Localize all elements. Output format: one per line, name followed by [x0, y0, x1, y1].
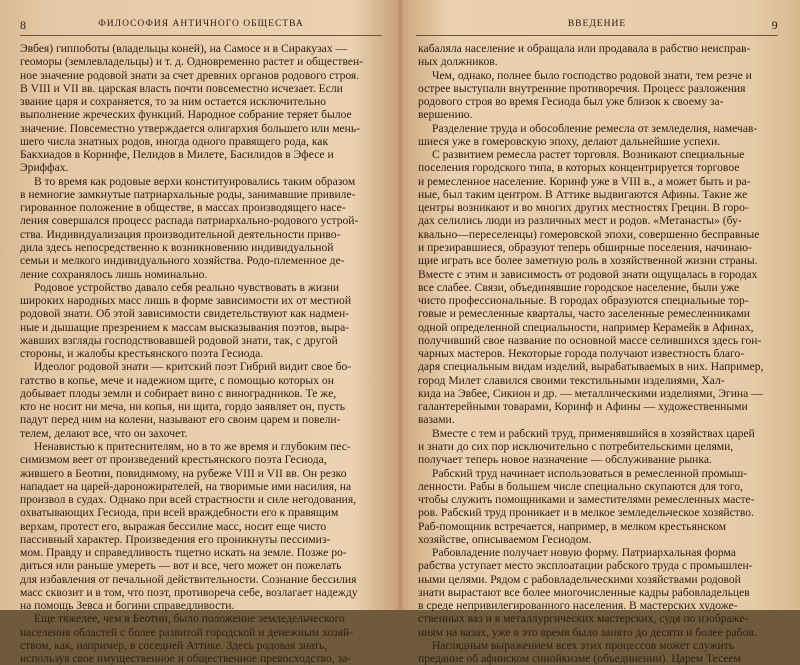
text-line: галантерейными товарами, Коринф и Афины — художественными: [418, 400, 748, 414]
text-line: мом. Правду и справедливость тщетно искать на земле. Позже ро-: [20, 546, 347, 560]
text-line: жавших взгляды господствовавшей родовой знати, так, с другой: [20, 333, 338, 347]
text-line: говые и ремесленные кварталы, часто заселенные ремесленниками: [418, 307, 750, 321]
text-line: ниям на вазах, уже в это время было занято до десяти и более рабов.: [418, 625, 757, 639]
text-line: Вместе с тем и рабский труд, применявшийся в хозяйствах царей: [432, 426, 755, 440]
text-line: получает теперь новое назначение — обслуживание рынка.: [418, 453, 712, 467]
text-line: кида на Эвбее, Сикион и др. — металлическими изделиями, Эгина —: [418, 386, 763, 400]
text-line: в среде непривилегированного населения. В мастерских художе-: [418, 599, 738, 613]
text-line: добывает плоды земли и собирает вино с виноградников. Те же,: [20, 386, 337, 400]
text-line: звание царя и сохраняется, то за ним остается исключительно: [20, 95, 327, 109]
page-number: 9: [771, 18, 778, 32]
text-line: поселения городского типа, в которых концентрируется торговое: [418, 161, 740, 175]
text-line: ное значение родовой знати за счет древних органов родового строя.: [20, 68, 360, 82]
text-line: вазами.: [418, 413, 455, 427]
text-line: ные и дышащие презрением к массам высказывания поэтов, выра-: [20, 320, 350, 334]
text-line: ров. Рабский труд проникает и в мелкое земледельческое хозяйство.: [418, 506, 754, 520]
text-line: кто не носит ни меча, ни копья, ни щита, гордо заявляет он, пусть: [20, 400, 345, 414]
text-line: стороны, и жалобы крестьянского поэта Гесиода.: [20, 347, 264, 361]
text-line: ных должников.: [418, 55, 498, 69]
text-line: центры возникают и во многих других местностях Греции. В горо-: [418, 201, 749, 215]
text-line: и знати до сих пор исключительно с потребительскими целями,: [418, 439, 734, 453]
text-line: и ремесленное население. Коринф уже в VIII в., а может быть и ра-: [418, 174, 751, 188]
text-line: дах селились люди из различных мест и родов. «Метанасты» (бу-: [418, 214, 742, 228]
running-head: [20, 18, 382, 32]
text-line: вершению.: [418, 108, 473, 122]
text-line: Рабский труд начинает использоваться в ремесленной промыш-: [432, 466, 748, 480]
text-line: Родовое устройство давало себя реально чувствовать в жизни: [34, 280, 340, 294]
text-line: геоморы (землевладельцы) и т. д. Одновременно растет и обществен-: [20, 55, 364, 69]
text-line: ленности. Рабы в большем числе специально скупаются для того,: [418, 479, 743, 493]
text-line: шего числа знатных родов, иногда одного правящего рода, как: [20, 134, 329, 148]
text-line: пассивный характер. Произведения его проникнуты пессимиз-: [20, 532, 331, 546]
text-line: Бакхиадов в Коринфе, Пелидов в Милете, Басилидов в Эфесе и: [20, 148, 334, 162]
text-line: масс сквозит и в том, что поэт, противореча себе, возлагает надежду: [20, 585, 358, 599]
text-line: Рабовладение получает новую форму. Патриархальная форма: [432, 546, 736, 560]
text-line: семьи и мелкого индивидуального хозяйства. Родо-племенное де-: [20, 254, 345, 268]
text-line: Эриффах.: [20, 161, 69, 175]
text-line: Наглядным выражением всех этих процессов может служить: [432, 638, 735, 652]
text-line: ление сохранялось лишь номинально.: [20, 267, 208, 281]
text-line: на помощь Зевса и богини справедливости.: [20, 599, 235, 613]
text-line: чтобы служить помощниками и заместителями ремесленных масте-: [418, 493, 755, 507]
text-line: симизмом веет от произведений крестьянского поэта Гесиода,: [20, 453, 327, 467]
text-line: острее выступали внутренние противоречия. Процесс разложения: [418, 81, 746, 95]
text-line: Чем, однако, полнее было господство родовой знати, тем резче и: [432, 68, 752, 82]
page-number: 8: [20, 18, 27, 32]
text-line: ством, как, например, в соседней Аттике. Здесь родовая знать,: [20, 638, 328, 652]
text-line: одной определенной специальности, например Керамейк в Афинах,: [418, 320, 754, 334]
text-line: С развитием ремесла растет торговля. Возникают специальные: [432, 148, 745, 162]
text-line: ственных ваз и в металлургических мастерских, судя по изображе-: [418, 612, 749, 626]
text-line: щие играть все более заметную роль в хозяйственной жизни страны.: [418, 254, 758, 268]
text-line: Раб-помощник встречается, например, в мелком крестьянском: [418, 519, 727, 533]
text-line: телем, делают все, что он захочет.: [20, 426, 188, 440]
text-line: чарных мастеров. Некоторые города получают известность благо-: [418, 347, 745, 361]
text-line: В VIII и VII вв. царская власть почти повсеместно исчезает. Если: [20, 81, 343, 95]
right-page: [402, 0, 800, 665]
text-line: Еще тяжелее, чем в Беотии, было положение земледельческого: [34, 612, 345, 626]
text-line: выполнение жреческих функций. Народное собрание теряет былое: [20, 108, 352, 122]
text-line: Идеолог родовой знати — критский поэт Гибрий видит свое бо-: [34, 360, 352, 374]
header-rule: [20, 35, 382, 36]
text-line: рабства уступает место эксплоатации рабского труда с промышлен-: [418, 559, 753, 573]
text-line: значение. Повсеместно утверждается олигархия большего или мень-: [20, 121, 361, 135]
text-line: верхам, протест его, выражая бессилие масс, носит еще чисто: [20, 519, 327, 533]
text-line: гированное положение в обществе, в массах производящего насе-: [20, 201, 346, 215]
text-line: диться или раньше умереть — вот и все, чего может он пожелать: [20, 559, 342, 573]
text-line: жившего в Беотии, повидимому, на рубеже VIII и VII вв. Он резко: [20, 466, 347, 480]
text-line: падут перед ним на колени, называют его своим царем и повели-: [20, 413, 341, 427]
text-line: Эвбея) гиппоботы (владельцы коней), на Самосе и в Сиракузах —: [20, 42, 348, 55]
text-line: населения областей с более развитой городской и денежным хозяй-: [20, 625, 354, 639]
text-line: квально—переселенцы) гомеровской эпохи, совершенно бесправные: [418, 227, 760, 241]
text-line: предание об афинском синойкизме (объединении). Царем Тесеем: [418, 652, 742, 665]
text-line: все слабее. Связи, объединявшие городское население, были уже: [418, 280, 740, 294]
text-line: получивший свое название по основной массе селившихся здесь гон-: [418, 333, 762, 347]
page-text: [418, 42, 778, 665]
text-line: чисто профессиональные. В городах образуются специальные тор-: [418, 294, 749, 308]
running-title: ВВЕДЕНИЕ: [567, 19, 627, 29]
text-line: ления совершался процесс распада патриархально-родового устрой-: [20, 214, 359, 228]
page-text: [20, 42, 382, 665]
text-line: родовой знати. Об этой зависимости свидетельствуют как надмен-: [20, 307, 350, 321]
header-rule: [416, 35, 778, 36]
text-line: в немногие замкнутые патриархальные роды, занимавшие привиле-: [20, 187, 356, 201]
text-line: шиеся уже в гомеровскую эпоху, делают дальнейшие успехи.: [418, 134, 721, 148]
text-line: для избавления от печальной действительности. Сознание бессилия: [20, 572, 357, 586]
text-line: произвол в судах. Однако при всей страстности и силе негодования,: [20, 493, 357, 507]
text-line: родового строя во время Гесиода был уже близок к своему за-: [418, 95, 724, 109]
text-line: кабаляла население и обращала или продавала в рабство неисправ-: [418, 42, 751, 55]
text-line: охватывающих Гесиода, при всей враждебности его к правящим: [20, 506, 339, 520]
text-line: используя свое имущественное и общественное превосходство, за-: [20, 652, 352, 665]
text-line: Ненавистью к притеснителям, но в то же время и глубоким пес-: [34, 439, 351, 453]
text-line: нападает на царей-дароножирателей, на творимые ими насилия, на: [20, 479, 352, 493]
text-line: и презиравшиеся, образуют теперь обширные поселения, начинаю-: [418, 240, 752, 254]
text-line: даря специальным видам изделий, вырабатываемых в них. Например,: [418, 360, 764, 374]
text-line: ные, был таким центром. В Аттике выдвигаются Афины. Такие же: [418, 187, 748, 201]
text-line: город Милет славился своими текстильными изделиями, Хал-: [418, 373, 725, 387]
text-line: знати вырастают все более многочисленные кадры рабовладельцев: [418, 585, 750, 599]
running-title: ФИЛОСОФИЯ АНТИЧНОГО ОБЩЕСТВА: [98, 19, 304, 29]
text-line: Вместе с этим и зависимость от родовой знати ощущалась в городах: [418, 267, 758, 281]
running-head: [416, 18, 778, 32]
text-line: гатство в копье, мече и надежном щите, с помощью которых он: [20, 373, 334, 387]
text-line: хозяйстве, описываемом Гесиодом.: [418, 532, 592, 546]
text-line: В то время как родовые верхи конституировались таким образом: [34, 174, 356, 188]
text-line: ными целями. Рядом с рабовладельческими хозяйствами родовой: [418, 572, 741, 586]
text-line: дила здесь непосредственно к возникновению индивидуальной: [20, 240, 334, 254]
text-line: широких народных масс лишь в форме зависимости их от местной: [20, 294, 352, 308]
text-line: ства. Индивидуализация производительной деятельности приво-: [20, 227, 341, 241]
text-line: Разделение труда и обособление ремесла от земледелия, намечав-: [432, 121, 758, 135]
